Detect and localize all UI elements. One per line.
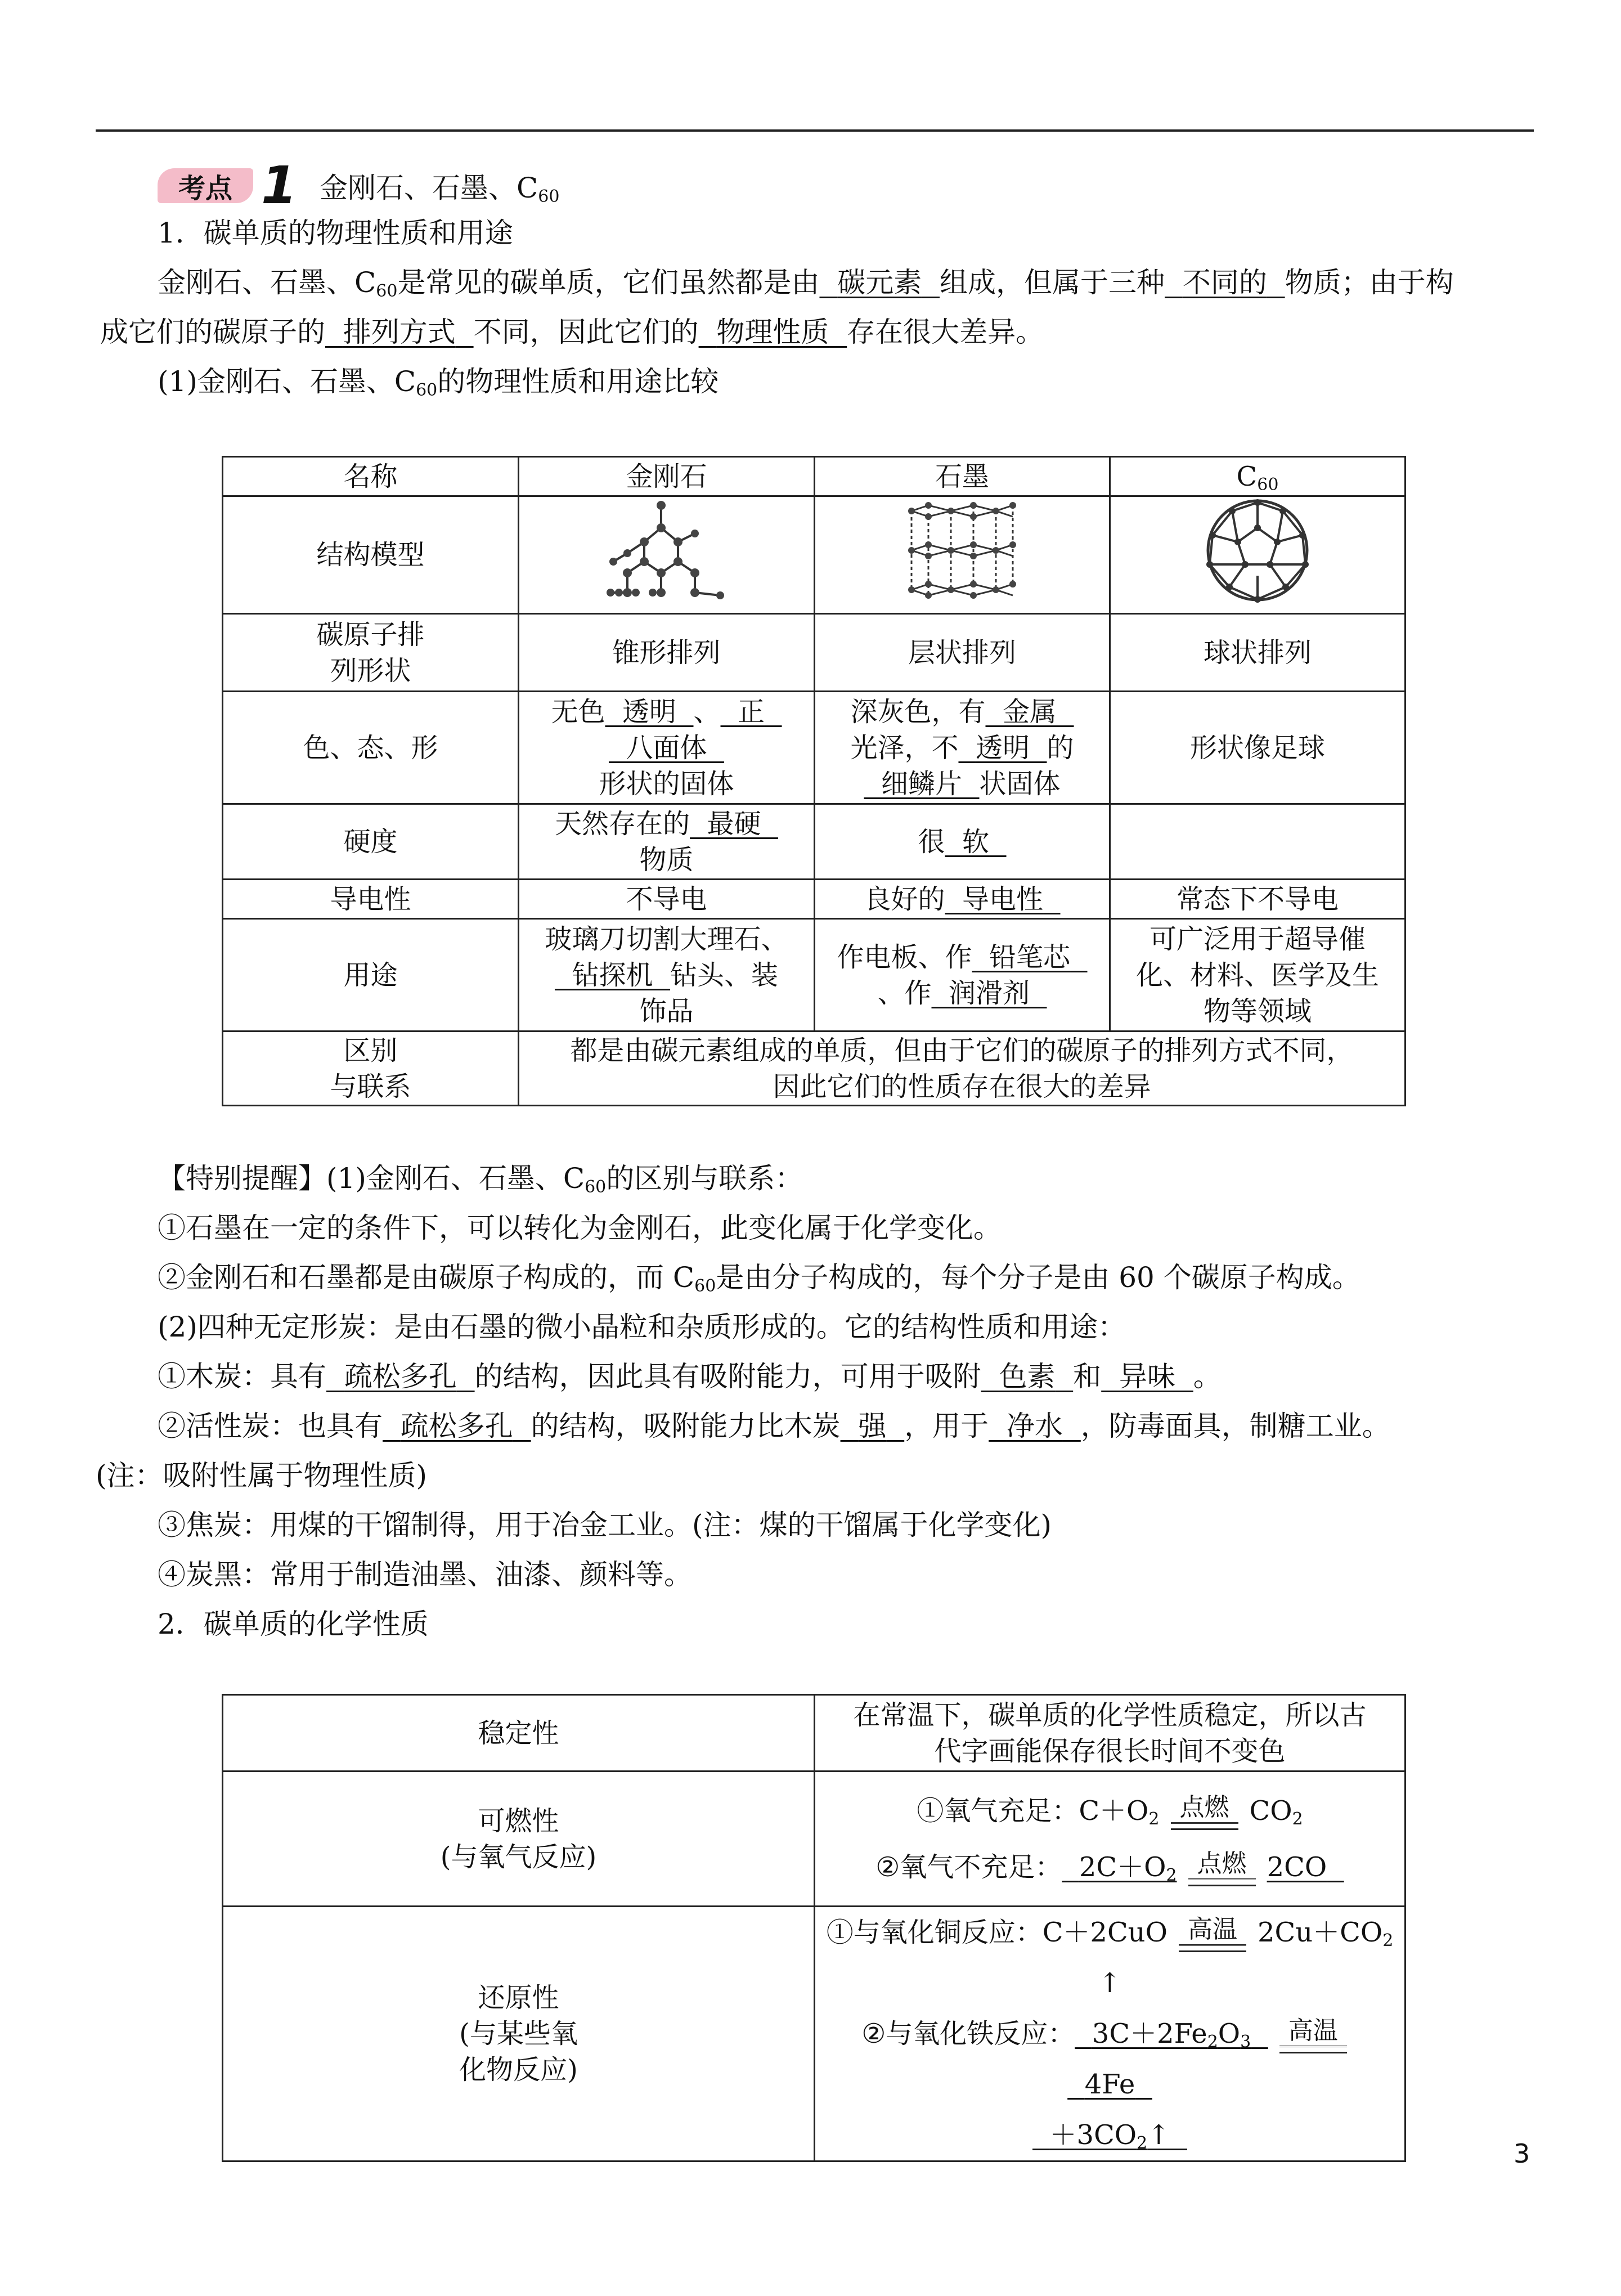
graphite-structure	[815, 496, 1110, 614]
note-line-5: ①木炭：具有 疏松多孔 的结构，因此具有吸附能力，可用于吸附 色素 和 异味 。	[158, 1360, 1222, 1393]
diamond-model-icon	[605, 500, 729, 601]
note-line-4: (2)四种无定形炭：是由石墨的微小晶粒和杂质形成的。它的结构性质和用途：	[158, 1311, 1126, 1343]
reaction-condition: 点燃	[1188, 1851, 1256, 1886]
table-row	[223, 692, 1406, 804]
structure-label: 结构模型	[223, 496, 519, 614]
reduction-label: 还原性 (与某些氧 化物反应)	[223, 1907, 815, 2162]
combustion-equations: ①氧气充足：$C+O_2$ 点燃 $CO_2$ ②氧气不充足： $2C+O_2$ 点燃 2CO	[815, 1772, 1406, 1907]
heading-1: 1．碳单质的物理性质和用途	[158, 217, 513, 249]
kaodian-badge: 考点	[158, 168, 253, 203]
reaction-condition: 高温	[1179, 1917, 1246, 1952]
relation-text: 都是由碳元素组成的单质，但由于它们的碳原子的排列方式不同， 因此它们的性质存在很大的差异	[519, 1032, 1406, 1106]
reaction-condition: 点燃	[1171, 1795, 1238, 1830]
table-row	[223, 496, 1406, 614]
note-line-1: 【特别提醒】(1)金刚石、石墨、$C_{60}$的区别与联系：	[158, 1162, 803, 1197]
stability-text: 在常温下，碳单质的化学性质稳定，所以古 代字画能保存很长时间不变色	[815, 1695, 1406, 1772]
diamond-conductivity: 不导电	[519, 880, 815, 919]
hardness-label: 硬度	[223, 804, 519, 880]
comparison-table	[222, 456, 1406, 1106]
diamond-arrangement: 锥形排列	[519, 614, 815, 692]
header-name: 名称	[223, 457, 519, 496]
appearance-label: 色、态、形	[223, 692, 519, 804]
diamond-structure	[519, 496, 815, 614]
blank-answer: 不同的	[1182, 266, 1267, 299]
table-row	[223, 1907, 1406, 2162]
diamond-hardness: 天然存在的 最硬 物质	[519, 804, 815, 880]
diamond-use: 玻璃刀切割大理石、 钻探机 钻头、装 饰品	[519, 919, 815, 1032]
c60-structure	[1110, 496, 1406, 614]
note-line-7: (注：吸附性属于物理性质)	[96, 1459, 428, 1492]
paragraph-1-line-2: 成它们的碳原子的 排列方式 不同，因此它们的 物理性质 存在很大差异。	[100, 307, 1044, 357]
arrangement-label: 碳原子排 列形状	[223, 614, 519, 692]
section-title: 金刚石、石墨、$C_{60}$	[320, 172, 560, 207]
heading-2: 2．碳单质的化学性质	[158, 1608, 429, 1640]
relation-label: 区别 与联系	[223, 1032, 519, 1106]
table-row	[223, 1772, 1406, 1907]
c60-conductivity: 常态下不导电	[1110, 880, 1406, 919]
blank-answer: 排列方式	[343, 316, 456, 348]
graphite-conductivity: 良好的 导电性	[815, 880, 1110, 919]
top-rule	[96, 129, 1534, 132]
note-line-2: ①石墨在一定的条件下，可以转化为金刚石，此变化属于化学变化。	[158, 1212, 1002, 1244]
note-line-8: ③焦炭：用煤的干馏制得，用于冶金工业。(注：煤的干馏属于化学变化)	[158, 1509, 1052, 1541]
table-row	[223, 614, 1406, 692]
header-diamond: 金刚石	[519, 457, 815, 496]
header-c60: $C_{60}$	[1110, 457, 1406, 496]
chemical-properties-table	[222, 1694, 1406, 2162]
fullerene-model-icon	[1204, 497, 1311, 604]
table-row	[223, 880, 1406, 919]
note-line-9: ④炭黑：常用于制造油墨、油漆、颜料等。	[158, 1558, 692, 1591]
section-header	[158, 155, 560, 216]
table-row	[223, 1032, 1406, 1106]
diamond-appearance: 无色 透明 、 正 八面体 形状的固体	[519, 692, 815, 804]
graphite-use: 作电板、作 铅笔芯 、作 润滑剂	[815, 919, 1110, 1032]
graphite-arrangement: 层状排列	[815, 614, 1110, 692]
header-graphite: 石墨	[815, 457, 1110, 496]
table-row	[223, 804, 1406, 880]
blank-answer: 物理性质	[716, 316, 829, 348]
page-number: 3	[1514, 2138, 1530, 2169]
section-number: 1	[261, 155, 298, 216]
graphite-hardness: 很 软	[815, 804, 1110, 880]
table-row	[223, 919, 1406, 1032]
note-line-6: ②活性炭：也具有 疏松多孔 的结构，吸附能力比木炭 强 ，用于 净水 ，防毒面具，制糖工业。	[158, 1410, 1390, 1442]
paragraph-1-line-1: 金刚石、石墨、$C_{60}$是常见的碳单质，它们虽然都是由 碳元素 组成，但属于三种 不同的 物质；由于构	[158, 258, 1454, 307]
note-line-3: ②金刚石和石墨都是由碳原子构成的，而 $C_{60}$是由分子构成的，每个分子是由 60 个碳原子构成。	[158, 1261, 1360, 1296]
paragraph-2: (1)金刚石、石墨、$C_{60}$的物理性质和用途比较	[158, 365, 719, 400]
reduction-equations: ①与氧化铜反应：C＋2CuO 高温 $2Cu+CO_2$ ↑ ②与氧化铁反应： $3C+2Fe_2O_3$ 高温 4Fe $+3CO_2↑$	[815, 1907, 1406, 2162]
c60-appearance: 形状像足球	[1110, 692, 1406, 804]
c60-hardness	[1110, 804, 1406, 880]
stability-label: 稳定性	[223, 1695, 815, 1772]
c60-arrangement: 球状排列	[1110, 614, 1406, 692]
use-label: 用途	[223, 919, 519, 1032]
blank-answer: 碳元素	[837, 266, 922, 299]
conductivity-label: 导电性	[223, 880, 519, 919]
c60-use: 可广泛用于超导催 化、材料、医学及生 物等领域	[1110, 919, 1406, 1032]
table-row	[223, 457, 1406, 496]
graphite-model-icon	[906, 500, 1018, 601]
combustion-label: 可燃性 (与氧气反应)	[223, 1772, 815, 1907]
graphite-appearance: 深灰色，有 金属 光泽，不 透明 的 细鳞片 状固体	[815, 692, 1110, 804]
table-row	[223, 1695, 1406, 1772]
reaction-condition: 高温	[1279, 2019, 1347, 2053]
